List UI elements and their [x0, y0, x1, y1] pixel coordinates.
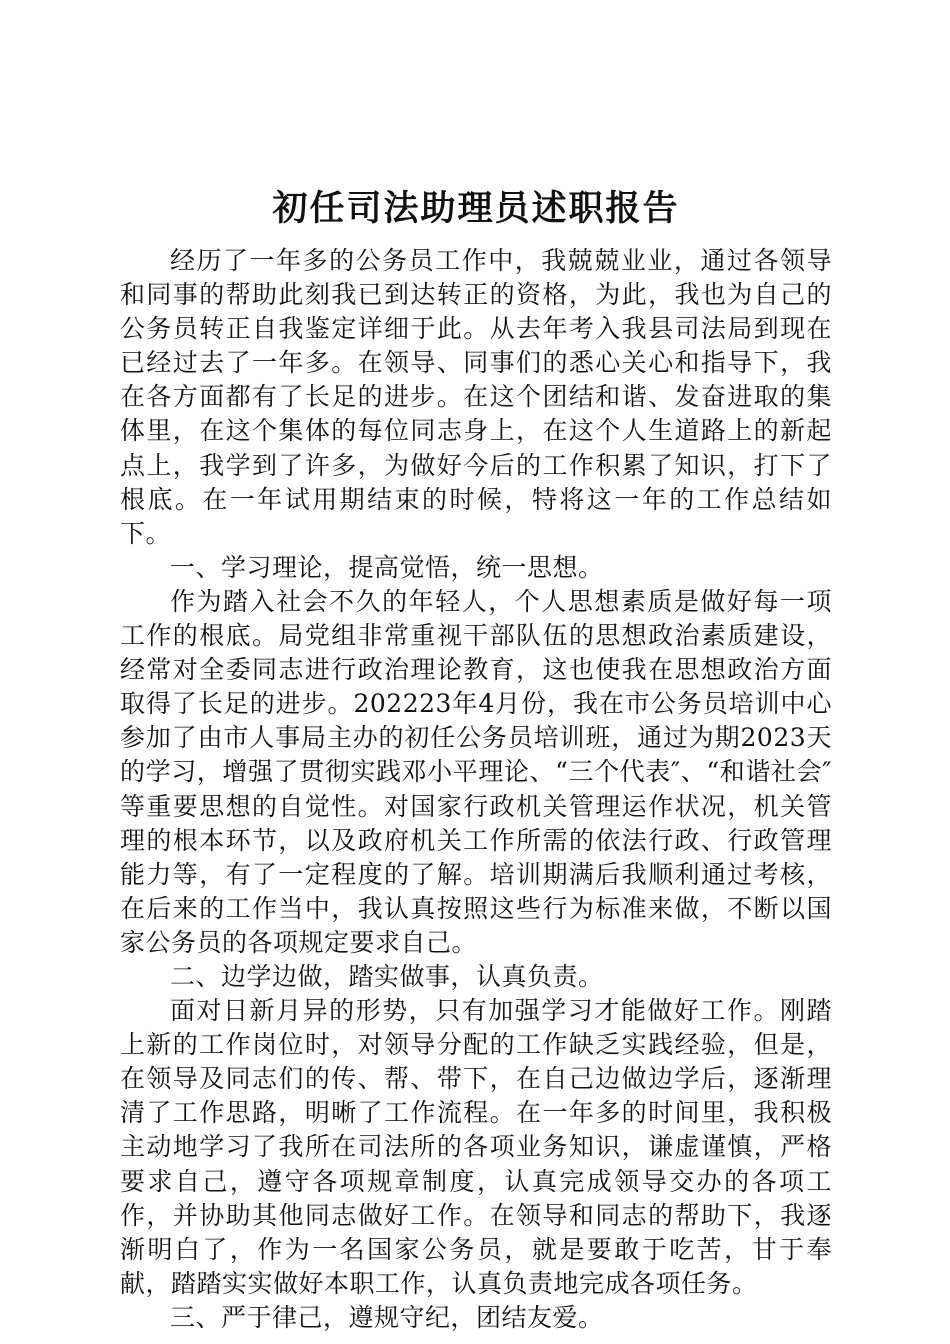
section-heading-2: 二、边学边做，踏实做事，认真负责。	[170, 961, 604, 991]
section-1-paragraph: 作为踏入社会不久的年轻人，个人思想素质是做好每一项工作的根底。局党组非常重视干部队伍的思想政治素质建设，经常对全委同志进行政治理论教育，这也使我在思想政治方面取得了长足的进步。202223年4月份，我在市公务员培训中心参加了由市人事局主办的初任公务员培训班，通过为期2023天的学习，增强了贯彻实践邓小平理论、“三个代表″、“和谐社会″等重要思想的自觉性。对国家行政机关管理运作状况，机关管理的根本环节，以及政府机关工作所需的依法行政、行政管理能力等，有了一定程度的了解。培训期满后我顺利通过考核，在后来的工作当中，我认真按照这些行为标准来做，不断以国家公务员的各项规定要求自己。	[120, 586, 832, 957]
section-heading-1: 一、学习理论，提高觉悟，统一思想。	[170, 552, 604, 582]
section-heading-3: 三、严于律己，遵规守纪，团结友爱。	[170, 1302, 604, 1332]
document-body	[120, 182, 832, 1335]
section-2-paragraph: 面对日新月异的形势，只有加强学习才能做好工作。刚踏上新的工作岗位时，对领导分配的工作缺乏实践经验，但是，在领导及同志们的传、帮、带下，在自己边做边学后，逐渐理清了工作思路，明晰了工作流程。在一年多的时间里，我积极主动地学习了我所在司法所的各项业务知识，谦虚谨慎，严格要求自己，遵守各项规章制度，认真完成领导交办的各项工作，并协助其他同志做好工作。在领导和同志的帮助下，我逐渐明白了，作为一名国家公务员，就是要敢于吃苦，甘于奉献，踏踏实实做好本职工作，认真负责地完成各项任务。	[120, 996, 832, 1298]
document-title: 初任司法助理员述职报告	[272, 188, 680, 229]
intro-paragraph: 经历了一年多的公务员工作中，我兢兢业业，通过各领导和同事的帮助此刻我已到达转正的资格，为此，我也为自己的公务员转正自我鉴定详细于此。从去年考入我县司法局到现在已经过去了一年多。在领导、同事们的悉心关心和指导下，我在各方面都有了长足的进步。在这个团结和谐、发奋进取的集体里，在这个集体的每位同志身上，在这个人生道路上的新起点上，我学到了许多，为做好今后的工作积累了知识，打下了根底。在一年试用期结束的时候，特将这一年的工作总结如下。	[120, 246, 832, 548]
